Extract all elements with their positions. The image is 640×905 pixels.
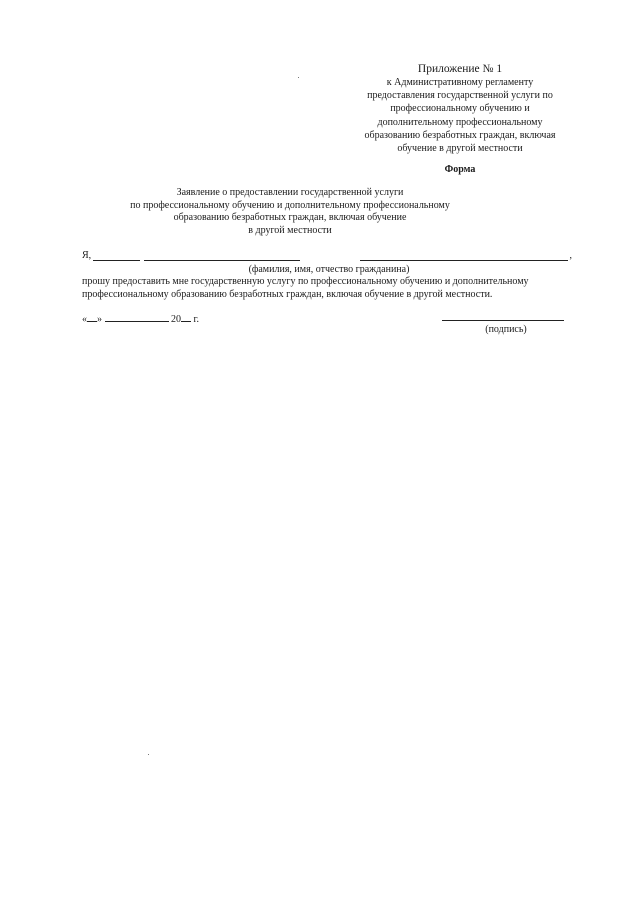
applicant-comma: , — [569, 250, 572, 261]
form-label: Форма — [444, 164, 476, 175]
applicant-name-blank-end — [360, 260, 568, 261]
year-prefix: 20 — [171, 314, 181, 325]
request-text-line: прошу предоставить мне государственную услугу по профессиональному обучению и дополнительному — [82, 276, 529, 287]
scan-speck — [148, 754, 149, 755]
document-title-line: образованию безработных граждан, включая обучение — [173, 212, 407, 224]
document-title-line: в другой местности — [248, 224, 332, 236]
document-title-line: Заявление о предоставлении государственной услуги — [176, 187, 404, 198]
appendix-line: обучение в другой местности — [397, 143, 523, 155]
document-title-line: по профессиональному обучению и дополнительному профессиональному — [130, 199, 450, 211]
applicant-pronoun: Я, — [82, 250, 92, 261]
month-blank — [105, 312, 169, 322]
date-close-quote: » — [97, 314, 102, 325]
signature-blank — [442, 320, 564, 321]
date-open-quote: « — [82, 314, 87, 325]
applicant-name-blank-short — [93, 260, 140, 261]
request-text-line: профессиональному образованию безработных граждан, включая обучение в другой местности. — [82, 289, 493, 300]
signature-caption: (подпись) — [485, 324, 527, 335]
day-blank — [87, 312, 97, 322]
request-text — [82, 275, 582, 301]
applicant-name-caption: (фамилия, имя, отчество гражданина) — [248, 264, 410, 275]
appendix-line: образованию безработных граждан, включая — [364, 129, 556, 141]
date-field — [82, 312, 199, 325]
appendix-title: Приложение № 1 — [417, 63, 503, 75]
applicant-line — [82, 250, 572, 264]
year-suffix: г. — [193, 314, 199, 325]
applicant-name-blank — [144, 260, 300, 261]
appendix-line: предоставления государственной услуги по — [367, 90, 553, 102]
document-title — [130, 187, 450, 237]
appendix-line: дополнительному профессиональному — [377, 116, 543, 128]
appendix-header — [340, 62, 580, 155]
appendix-line: профессиональному обучению и — [390, 103, 530, 115]
year-blank — [181, 312, 191, 322]
appendix-line: к Административному регламенту — [386, 77, 534, 88]
scan-speck — [298, 77, 299, 78]
